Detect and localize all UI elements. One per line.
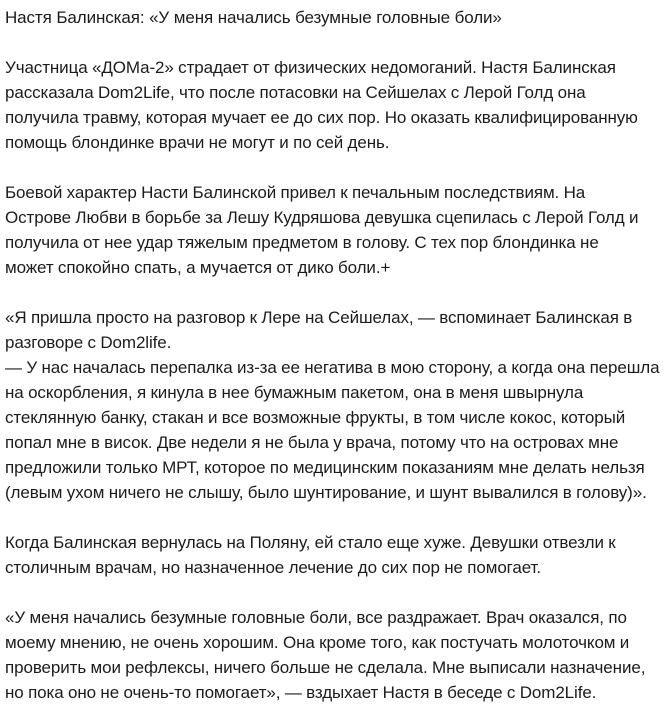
article-paragraph <box>5 305 663 505</box>
article-line: помощь блондинке врачи не могут и по сей день. <box>5 133 390 152</box>
article-line: может спокойно спать, а мучается от дико боли.+ <box>5 258 391 277</box>
article-line: рассказала Dom2Life, что после потасовки на Сейшелах с Лерой Голд она <box>5 83 586 102</box>
article-line: моему мнению, не очень хорошим. Она кроме того, как постучать молоточком и <box>5 633 630 652</box>
article-line: проверить мои рефлексы, ничего больше не сделала. Мне выписали назначение, <box>5 658 646 677</box>
article-paragraph <box>5 530 663 580</box>
article-line: «У меня начались безумные головные боли, все раздражает. Врач оказался, по <box>5 608 627 627</box>
article-line: но пока оно не очень-то помогает», — вздыхает Настя в беседе с Dom2Life. <box>5 683 597 702</box>
article-line: Участница «ДОМа-2» страдает от физических недомоганий. Настя Балинская <box>5 58 616 77</box>
article-line: Когда Балинская вернулась на Поляну, ей стало еще хуже. Девушки отвезли к <box>5 533 616 552</box>
article-line: — У нас началась перепалка из-за ее негатива в мою сторону, а когда она перешла <box>5 358 660 377</box>
article-line: Острове Любви в борьбе за Лешу Кудряшова девушка сцепилась с Лерой Голд и <box>5 208 639 227</box>
page-title: Настя Балинская: «У меня начались безумные головные боли» <box>5 8 502 27</box>
article-paragraph <box>5 605 663 705</box>
article-line: предложили только МРТ, которое по медицинским показаниям мне делать нельзя <box>5 458 645 477</box>
article-line: (левым ухом ничего не слышу, было шунтирование, и шунт вывалился в голову)». <box>5 483 647 502</box>
article-line: получила от нее удар тяжелым предметом в голову. С тех пор блондинка не <box>5 233 599 252</box>
article-line: разговоре с Dom2life. <box>5 333 172 352</box>
article-line: «Я пришла просто на разговор к Лере на Сейшелах, — вспоминает Балинская в <box>5 308 633 327</box>
article-body <box>5 55 664 705</box>
article-line: на оскорбления, я кинула в нее бумажным пакетом, она в меня швырнула <box>5 383 584 402</box>
article-paragraph <box>5 180 663 280</box>
article-line: стеклянную банку, стакан и все возможные фрукты, в том числе кокос, который <box>5 408 626 427</box>
article-line: Боевой характер Насти Балинской привел к печальным последствиям. На <box>5 183 586 202</box>
article-line: получила травму, которая мучает ее до сих пор. Но оказать квалифицированную <box>5 108 638 127</box>
article-line: столичным врачам, но назначенное лечение до сих пор не помогает. <box>5 558 541 577</box>
article-paragraph <box>5 55 663 155</box>
article-line: попал мне в висок. Две недели я не была у врача, потому что на островах мне <box>5 433 619 452</box>
